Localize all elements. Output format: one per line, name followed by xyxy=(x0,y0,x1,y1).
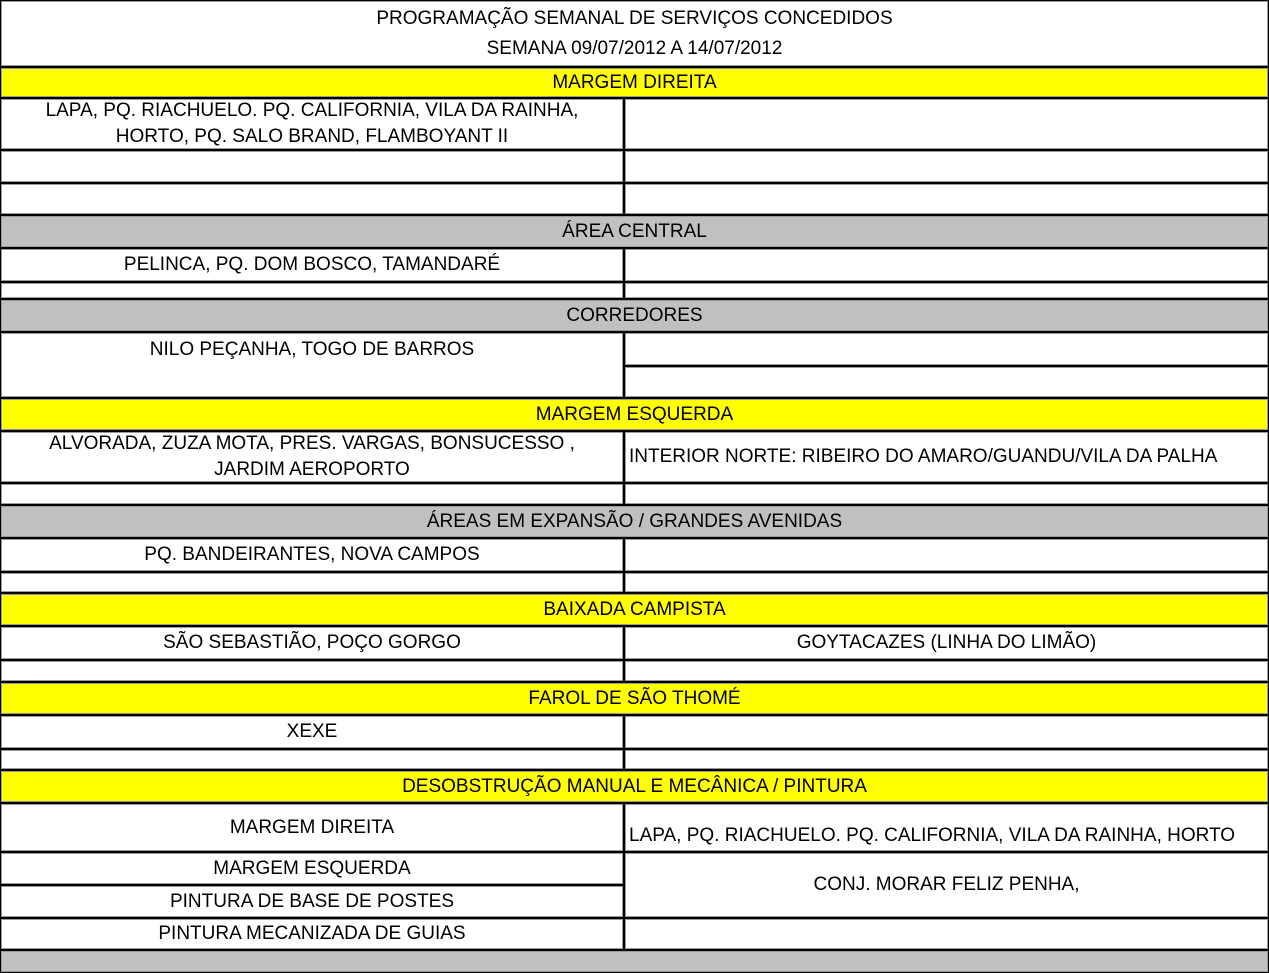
section-heading-empty xyxy=(0,950,1269,973)
section-heading-corredores xyxy=(0,299,1269,332)
section-heading-label: ÁREA CENTRAL xyxy=(562,220,707,242)
cell-empty xyxy=(0,282,624,299)
cell-desobstrucao-right-bottom xyxy=(624,852,1269,918)
cell-text: CONJ. MORAR FELIZ PENHA, xyxy=(813,874,1080,895)
cell-text: JARDIM AEROPORTO xyxy=(214,459,410,480)
section-heading-label: MARGEM DIREITA xyxy=(552,71,717,93)
cell-margem-direita-left xyxy=(0,98,624,150)
title-block xyxy=(0,0,1269,67)
cell-text: ALVORADA, ZUZA MOTA, PRES. VARGAS, BONSUCESSO , xyxy=(49,433,575,454)
cell-empty xyxy=(0,572,624,593)
cell-area-central-left xyxy=(0,248,624,282)
cell-text: SÃO SEBASTIÃO, POÇO GORGO xyxy=(163,632,461,653)
section-heading-label: CORREDORES xyxy=(566,304,703,326)
section-heading-label: BAIXADA CAMPISTA xyxy=(543,598,726,620)
cell-empty xyxy=(0,183,624,215)
cell-empty xyxy=(624,366,1269,398)
cell-corredores-left xyxy=(0,332,624,398)
cell-baixada-right xyxy=(624,626,1269,660)
cell-text: PINTURA MECANIZADA DE GUIAS xyxy=(158,923,466,944)
cell-empty xyxy=(0,749,624,770)
cell-farol-left xyxy=(0,715,624,749)
cell-text: PELINCA, PQ. DOM BOSCO, TAMANDARÉ xyxy=(123,254,501,275)
cell-text: MARGEM ESQUERDA xyxy=(213,857,411,879)
cell-empty xyxy=(624,918,1269,950)
cell-desobstrucao-row-2 xyxy=(0,852,624,885)
cell-text: INTERIOR NORTE: RIBEIRO DO AMARO/GUANDU/VILA DA PALHA xyxy=(629,446,1218,467)
page-title: PROGRAMAÇÃO SEMANAL DE SERVIÇOS CONCEDIDOS xyxy=(376,7,893,29)
cell-text: LAPA, PQ. RIACHUELO. PQ. CALIFORNIA, VILA DA RAINHA, HORTO xyxy=(629,825,1236,846)
cell-empty xyxy=(624,183,1269,215)
cell-text: PQ. BANDEIRANTES, NOVA CAMPOS xyxy=(144,544,480,565)
cell-text: HORTO, PQ. SALO BRAND, FLAMBOYANT II xyxy=(115,126,509,147)
cell-empty xyxy=(624,332,1269,366)
section-heading-margem-esquerda xyxy=(0,398,1269,431)
section-heading-label: MARGEM ESQUERDA xyxy=(535,403,734,425)
section-heading-margem-direita xyxy=(0,67,1269,98)
cell-desobstrucao-row-4 xyxy=(0,918,624,950)
cell-text: GOYTACAZES (LINHA DO LIMÃO) xyxy=(796,632,1097,653)
cell-empty xyxy=(624,98,1269,150)
section-heading-label: ÁREAS EM EXPANSÃO / GRANDES AVENIDAS xyxy=(426,510,843,532)
cell-areas-expansao-left xyxy=(0,538,624,572)
cell-empty xyxy=(0,660,624,682)
cell-baixada-left xyxy=(0,626,624,660)
cell-text: NILO PEÇANHA, TOGO DE BARROS xyxy=(149,339,475,360)
section-heading-desobstrucao xyxy=(0,770,1269,803)
section-heading-areas-expansao xyxy=(0,505,1269,538)
cell-empty xyxy=(624,248,1269,282)
cell-empty xyxy=(0,150,624,183)
cell-empty xyxy=(624,282,1269,299)
cell-empty xyxy=(624,150,1269,183)
cell-desobstrucao-right-top xyxy=(624,803,1269,852)
cell-desobstrucao-row-1 xyxy=(0,803,624,852)
cell-empty xyxy=(624,538,1269,572)
page-subtitle: SEMANA 09/07/2012 A 14/07/2012 xyxy=(486,37,783,59)
cell-empty xyxy=(624,572,1269,593)
cell-margem-esquerda-left xyxy=(0,431,624,483)
section-heading-label: FAROL DE SÃO THOMÉ xyxy=(528,687,741,709)
section-heading-area-central xyxy=(0,215,1269,248)
cell-text: XEXE xyxy=(286,721,338,742)
section-heading-farol xyxy=(0,682,1269,715)
cell-empty xyxy=(0,483,624,505)
cell-text: MARGEM DIREITA xyxy=(229,816,395,838)
section-heading-label: DESOBSTRUÇÃO MANUAL E MECÂNICA / PINTURA xyxy=(402,775,867,797)
cell-empty xyxy=(624,749,1269,770)
cell-empty xyxy=(624,715,1269,749)
cell-empty xyxy=(624,660,1269,682)
cell-empty xyxy=(624,483,1269,505)
cell-text: PINTURA DE BASE DE POSTES xyxy=(169,890,455,912)
cell-margem-esquerda-right xyxy=(624,431,1269,483)
cell-text: LAPA, PQ. RIACHUELO. PQ. CALIFORNIA, VILA DA RAINHA, xyxy=(45,100,579,121)
cell-desobstrucao-row-3 xyxy=(0,885,624,918)
section-heading-baixada xyxy=(0,593,1269,626)
